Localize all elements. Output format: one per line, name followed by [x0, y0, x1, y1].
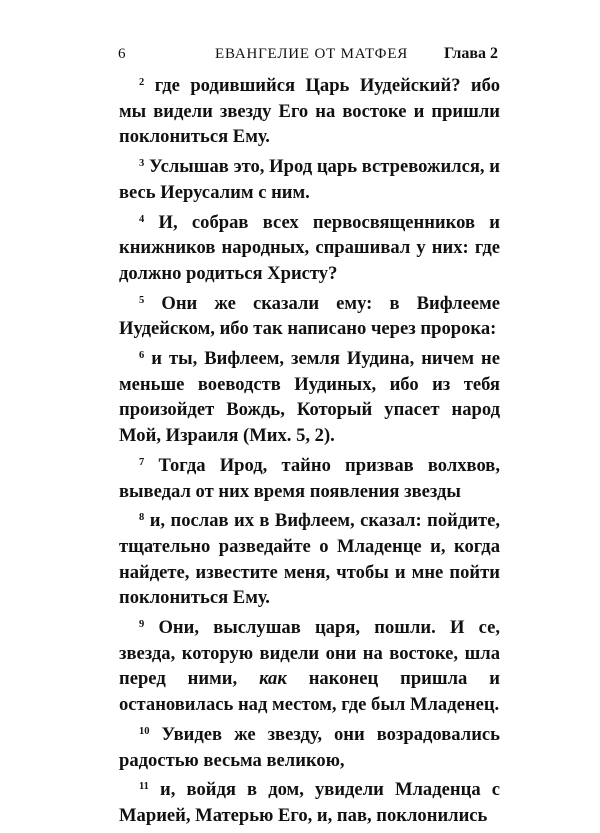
verse-number: 4: [139, 213, 145, 225]
verse-8: [119, 508, 500, 611]
verse-text: Они, выслушав царя, пошли. И се, звезда, которую видели они на востоке, шла перед ними,: [119, 617, 500, 690]
verse-10: [119, 722, 500, 773]
verse-text-italic: как: [259, 668, 287, 690]
verse-text: и ты, Вифлеем, земля Иудина, ничем не меньше воеводств Иудиных, ибо из тебя произойдет Вождь, Который упасет народ Мой, Израиля (Мих. 5, 2).: [119, 348, 500, 447]
verse-text: где родившийся Царь Иудейский? ибо мы видели звезду Его на востоке и пришли поклониться Ему.: [119, 75, 500, 148]
verse-text: Они же сказали ему: в Вифлееме Иудейском, ибо так написано через пророка:: [119, 292, 500, 340]
chapter-label: Глава 2: [444, 45, 498, 62]
verse-number: 2: [139, 77, 145, 88]
verse-number: 9: [139, 619, 145, 631]
page-number: 6: [118, 46, 126, 62]
verse-4: [119, 210, 500, 287]
verse-5: [119, 291, 500, 342]
verse-text: Тогда Ирод, тайно призвав волхвов, выведал от них время появления звезды: [119, 454, 500, 502]
verse-number: 6: [139, 350, 145, 362]
verse-text: И, собрав всех первосвященников и книжников народных, спрашивал у них: где должно родиться Христу?: [119, 211, 500, 284]
verse-number: 7: [139, 456, 145, 468]
verse-number: 8: [139, 512, 145, 524]
verse-9: [119, 615, 500, 718]
verse-text: Услышав это, Ирод царь встревожился, и весь Иерусалим с ним.: [119, 156, 500, 203]
verse-number: 3: [139, 158, 145, 170]
verse-2: [119, 73, 500, 150]
verse-6: [119, 346, 500, 449]
verse-number: 11: [139, 781, 149, 793]
verse-number: 5: [139, 294, 145, 306]
verse-text: и, послав их в Вифлеем, сказал: пойдите, тщательно разведайте о Младенце и, когда найдете, известите меня, чтобы и мне пойти поклониться Ему.: [119, 510, 500, 609]
verse-3: [119, 154, 500, 205]
verse-7: [119, 453, 500, 504]
verse-text: и, войдя в дом, увидели Младенца с Марией, Матерью Его, и, пав, поклонились: [119, 779, 500, 826]
verse-number: 10: [139, 725, 150, 737]
scripture-text: [119, 73, 500, 833]
book-title: ЕВАНГЕЛИЕ ОТ МАТФЕЯ: [215, 46, 409, 62]
verse-11: [119, 777, 500, 828]
running-header: [118, 44, 498, 64]
verse-text: наконец пришла и остановилась над местом, где был Младенец.: [119, 668, 500, 716]
verse-text: Увидев же звезду, они возрадовались радостью весьма великою,: [119, 723, 500, 771]
